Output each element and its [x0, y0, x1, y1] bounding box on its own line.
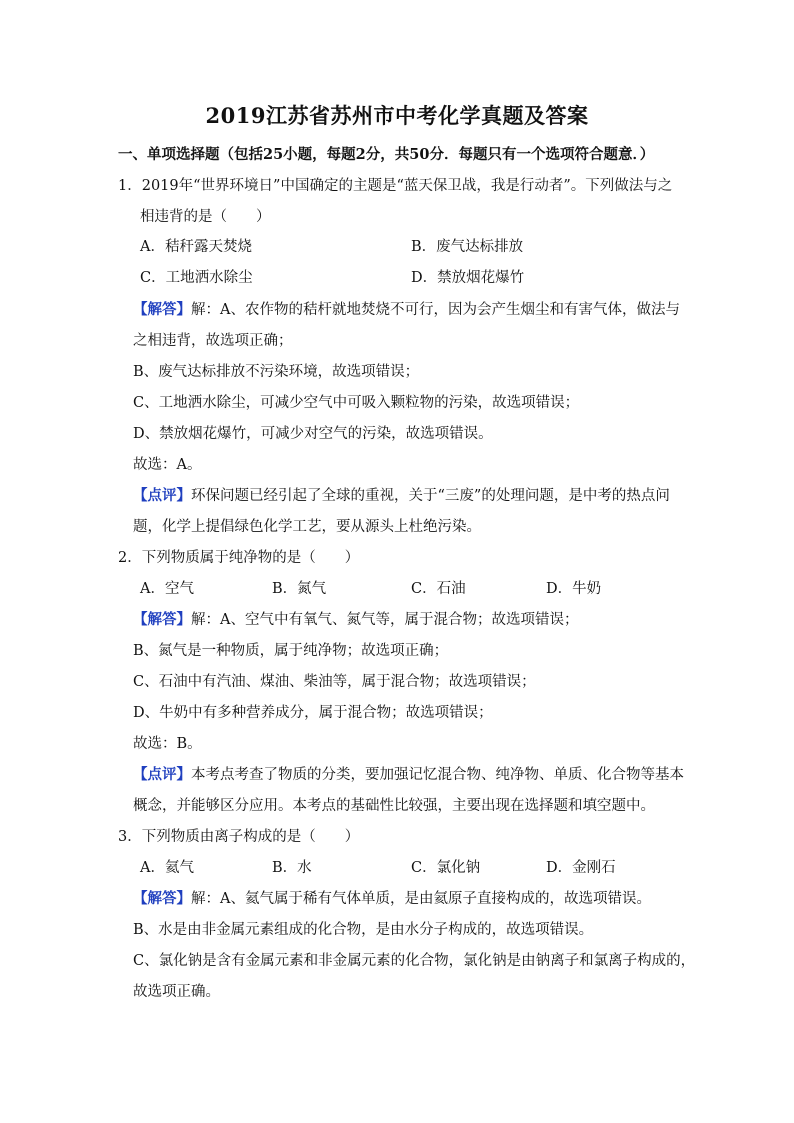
question-2-option-d: D．牛奶	[546, 581, 602, 597]
question-3-stem: 3．下列物质由离子构成的是（ ）	[118, 829, 360, 845]
section-heading: 一、单项选择题（包括25小题，每题2分，共50分．每题只有一个选项符合题意．）	[118, 146, 655, 163]
question-2-answer-line: C、石油中有汽油、煤油、柴油等，属于混合物；故选项错误；	[133, 674, 536, 690]
question-3-option-c: C．氯化钠	[411, 860, 481, 876]
question-1-option-b: B．废气达标排放	[411, 239, 524, 255]
question-1-stem: 1．2019年“世界环境日”中国确定的主题是“蓝天保卫战，我是行动者”。下列做法与之	[118, 178, 673, 194]
comment-tag: 【点评】	[133, 487, 191, 504]
question-2-answer	[133, 610, 578, 630]
question-1-option-c: C．工地洒水除尘	[140, 270, 253, 286]
question-1-answer	[133, 300, 680, 320]
comment-text: 本考点考查了物质的分类，要加强记忆混合物、纯净物、单质、化合物等基本	[191, 767, 684, 783]
question-3-answer-line: 故选项正确。	[133, 984, 220, 1000]
question-1-comment-line: 题，化学上提倡绿色化学工艺，要从源头上杜绝污染。	[133, 519, 481, 535]
question-1-answer-line: B、废气达标排放不污染环境，故选项错误；	[133, 364, 420, 380]
question-2-option-a: A．空气	[140, 581, 194, 597]
question-2-option-c: C．石油	[411, 581, 466, 597]
page-title: 2019江苏省苏州市中考化学真题及答案	[205, 103, 589, 128]
question-1-answer-line: 之相违背，故选项正确；	[133, 333, 293, 349]
answer-tag: 【解答】	[133, 301, 191, 318]
question-3-answer-line: C、氯化钠是含有金属元素和非金属元素的化合物，氯化钠是由钠离子和氯离子构成的，	[133, 953, 696, 969]
answer-tag: 【解答】	[133, 890, 191, 907]
answer-text: 解：A、农作物的秸杆就地焚烧不可行，因为会产生烟尘和有害气体，做法与	[191, 302, 680, 318]
question-1-option-a: A．秸秆露天焚烧	[140, 239, 252, 255]
question-2-option-b: B．氮气	[272, 581, 327, 597]
question-2-answer-line: B、氮气是一种物质，属于纯净物；故选项正确；	[133, 643, 449, 659]
question-2-choice: 故选：B。	[133, 736, 202, 752]
question-3-option-d: D．金刚石	[546, 860, 616, 876]
question-3-answer	[133, 889, 651, 909]
question-3-answer-line: B、水是由非金属元素组成的化合物，是由水分子构成的，故选项错误。	[133, 922, 594, 938]
answer-text: 解：A、空气中有氧气、氮气等，属于混合物；故选项错误；	[191, 612, 579, 628]
question-3-option-a: A．氦气	[140, 860, 194, 876]
question-1-stem-cont: 相违背的是（ ）	[140, 209, 271, 225]
answer-text: 解：A、氦气属于稀有气体单质，是由氦原子直接构成的，故选项错误。	[191, 891, 651, 907]
question-1-option-d: D．禁放烟花爆竹	[411, 270, 525, 286]
question-1-comment	[133, 486, 670, 506]
question-1-answer-line: D、禁放烟花爆竹，可减少对空气的污染，故选项错误。	[133, 426, 493, 442]
question-1-choice: 故选：A。	[133, 457, 202, 473]
question-2-stem: 2．下列物质属于纯净物的是（ ）	[118, 550, 360, 566]
question-1-answer-line: C、工地洒水除尘，可减少空气中可吸入颗粒物的污染，故选项错误；	[133, 395, 580, 411]
question-2-answer-line: D、牛奶中有多种营养成分，属于混合物；故选项错误；	[133, 705, 493, 721]
question-3-option-b: B．水	[272, 860, 312, 876]
question-2-comment-line: 概念，并能够区分应用。本考点的基础性比较强，主要出现在选择题和填空题中。	[133, 798, 655, 814]
answer-tag: 【解答】	[133, 611, 191, 628]
question-2-comment	[133, 765, 684, 785]
comment-text: 环保问题已经引起了全球的重视，关于“三废”的处理问题，是中考的热点问	[191, 488, 670, 504]
comment-tag: 【点评】	[133, 766, 191, 783]
